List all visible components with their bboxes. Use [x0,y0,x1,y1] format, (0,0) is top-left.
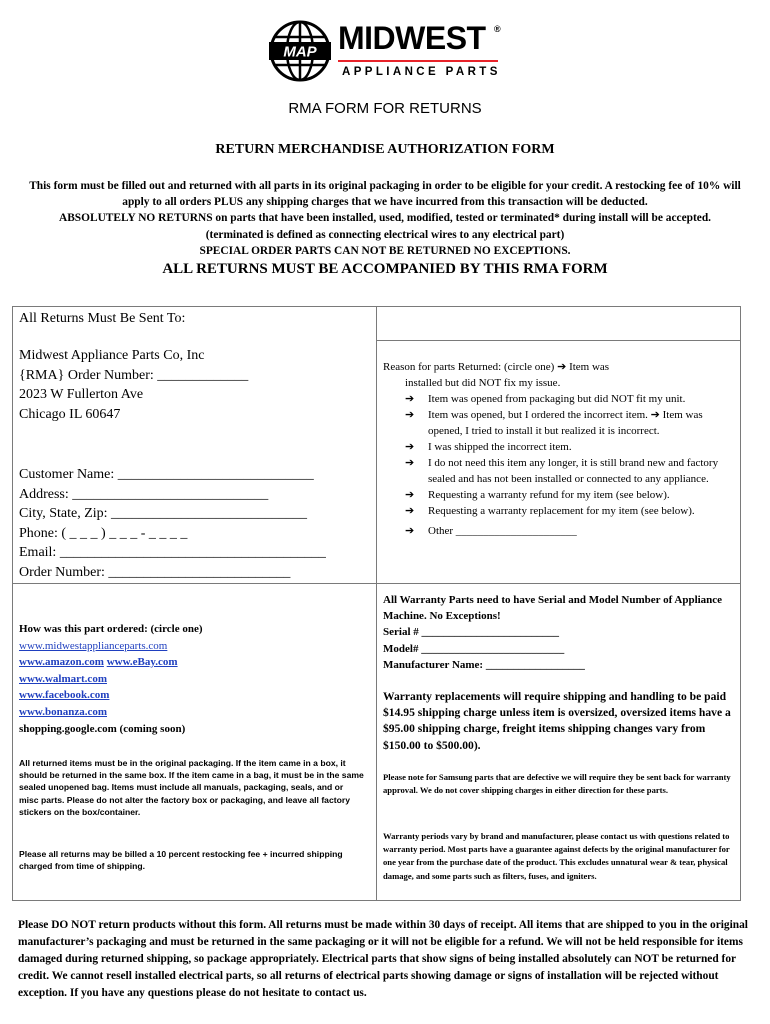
reason-option[interactable] [383,503,735,519]
arrow-icon: ➔ [405,393,415,405]
reason-option-text: Requesting a warranty refund for my item (see below). [428,489,670,501]
rma-order-number-field[interactable]: {RMA} Order Number: _____________ [19,367,249,383]
arrow-icon: ➔ [405,505,415,517]
logo-divider [338,60,498,62]
arrow-icon: ➔ [405,441,415,453]
reason-option-text: Item was opened, but I ordered the incorrect item. ➔ Item was opened, I tried to install it but realized it is incorrect. [428,409,703,437]
address-line: Chicago IL 60647 [19,406,121,422]
registered-mark: ® [494,24,501,34]
logo-wordmark: MIDWEST [338,20,486,56]
reason-option[interactable] [383,407,735,439]
intro-line: ABSOLUTELY NO RETURNS on parts that have been installed, used, modified, tested or terminated* during install will be accepted. [58,212,712,225]
reason-option[interactable] [383,391,735,407]
arrow-icon: ➔ [405,457,415,469]
samsung-note: Please note for Samsung parts that are defective we will require they be sent back for warranty approval. We do not cover shipping charges in either direction for these parts. [383,772,731,796]
reason-option[interactable] [383,439,735,455]
logo-subtitle: APPLIANCE PARTS [342,66,501,78]
order-number-field[interactable]: Order Number: __________________________ [19,564,291,580]
warranty-heading: All Warranty Parts need to have Serial and Model Number of Appliance Machine. No Exceptions! [383,594,723,623]
manufacturer-field[interactable]: Manufacturer Name: __________________ [383,658,585,671]
email-field[interactable]: Email: ______________________________________ [19,545,326,560]
page-title: RMA FORM FOR RETURNS [288,100,482,117]
city-state-zip-field[interactable]: City, State, Zip: ____________________________ [19,506,308,521]
link-walmart[interactable]: www.walmart.com [19,672,107,685]
intro-line: SPECIAL ORDER PARTS CAN NOT BE RETURNED NO EXCEPTIONS. [199,244,571,257]
link-bonanza[interactable]: www.bonanza.com [19,705,108,718]
arrow-icon: ➔ [405,525,415,537]
order-source-heading: How was this part ordered: (circle one) [19,623,203,635]
reason-option-text: Item was opened from packaging but did NOT fit my unit. [428,393,686,405]
reason-option[interactable] [383,487,735,503]
arrow-icon: ➔ [405,489,415,501]
address-line: 2023 W Fullerton Ave [19,387,144,402]
warranty-info [383,592,733,673]
serial-field[interactable]: Serial # _________________________ [383,626,559,639]
link-facebook[interactable]: www.facebook.com [19,689,110,702]
reason-option-1[interactable] [383,359,735,375]
table-divider [12,583,741,584]
logo-badge-text: MAP [283,43,317,61]
company-logo [268,20,508,82]
form-subtitle: RETURN MERCHANDISE AUTHORIZATION FORM [215,142,555,157]
table-divider [376,306,377,901]
reason-option-text: Item was [569,361,610,373]
restocking-note: Please all returns may be billed a 10 percent restocking fee + incurred shipping charged from time of shipping. [19,849,343,872]
arrow-icon: ➔ [557,361,567,373]
address-line: Midwest Appliance Parts Co, Inc [19,348,205,363]
link-amazon[interactable]: www.amazon.com [19,656,104,669]
globe-logo-icon [268,20,332,82]
table-divider [377,340,741,341]
send-to-label: All Returns Must Be Sent To: [19,311,186,326]
reason-options [383,391,735,539]
reason-option-text: Requesting a warranty replacement for my item (see below). [428,505,695,517]
link-midwest[interactable]: www.midwestapplianceparts.com [19,639,168,652]
reason-option-text: Other ______________________ [428,525,577,537]
reason-option-text: installed but did NOT fix my issue. [405,377,561,389]
reason-option-text: I do not need this item any longer, it is still brand new and factory sealed and has not been installed or connected to any appliance. [428,457,719,485]
intro-line: This form must be filled out and returned with all parts in its original packaging in order to be eligible for your credit. A restocking fee of 10% will apply to all orders PLUS any shipping charges that we have incurred from this transaction will be deducted. [29,180,741,209]
order-source [19,621,369,737]
shipping-note: Warranty replacements will require shipping and handling to be paid $14.95 shipping charge unless item is oversized, oversized items have a $95.00 shipping charge, freight items shipping changes vary from $150.00 to $500.00). [383,690,731,752]
reason-lead: Reason for parts Returned: (circle one) [383,361,555,373]
rma-notice: ALL RETURNS MUST BE ACCOMPANIED BY THIS RMA FORM [162,261,608,277]
customer-info [19,465,326,582]
address-field[interactable]: Address: ____________________________ [19,486,269,502]
arrow-icon: ➔ [405,409,415,421]
return-address [19,346,248,424]
reason-option-text: I was shipped the incorrect item. [428,441,572,453]
link-ebay[interactable]: www.eBay.com [106,656,178,669]
intro-line: (terminated is defined as connecting electrical wires to any electrical part) [205,228,565,241]
reason-option[interactable] [383,455,735,487]
customer-name-field[interactable]: Customer Name: ____________________________ [19,467,314,482]
reason-option-other[interactable] [383,523,735,539]
packaging-note: All returned items must be in the original packaging. If the item came in a box, it should be returned in the same box. If the item came in a bag, it must be in the same sealed unopened bag. Items must include all manuals, packaging, seals, and or misc parts. Please do not alter the factory box or packaging, and leave all factory stickers on the box/container. [19,758,364,817]
phone-field[interactable]: Phone: ( _ _ _ ) _ _ _ - _ _ _ _ [19,525,188,541]
footer-text: Please DO NOT return products without this form. All returns must be made within 30 days of receipt. All items that are shipped to you in the original manufacturer’s packaging and must be returned in the same packaging or it will not be eligible for a refund. We will not be held responsible for items damaged during returned shipping, so package appropriately. Electrical parts that show signs of being installed absolutely can NOT be returned for credit. We cannot resell installed electrical parts, so all returns of electrical parts showing damage or signs of installation will be rejected without exception. If you have any questions please do not hesitate to contact us. [18,919,748,999]
warranty-periods-note: Warranty periods vary by brand and manufacturer, please contact us with questions related to warranty period. Most parts have a guarantee against defects by the original manufacturer for one year from the purchase date of the product. This excludes unnatural wear & tear, physical damage, and some parts such as filters, fuses, and igniters. [383,831,730,881]
model-field[interactable]: Model# __________________________ [383,642,565,655]
intro-text [18,178,752,259]
order-source-google[interactable]: shopping.google.com (coming soon) [19,722,186,735]
return-reason [383,359,735,539]
